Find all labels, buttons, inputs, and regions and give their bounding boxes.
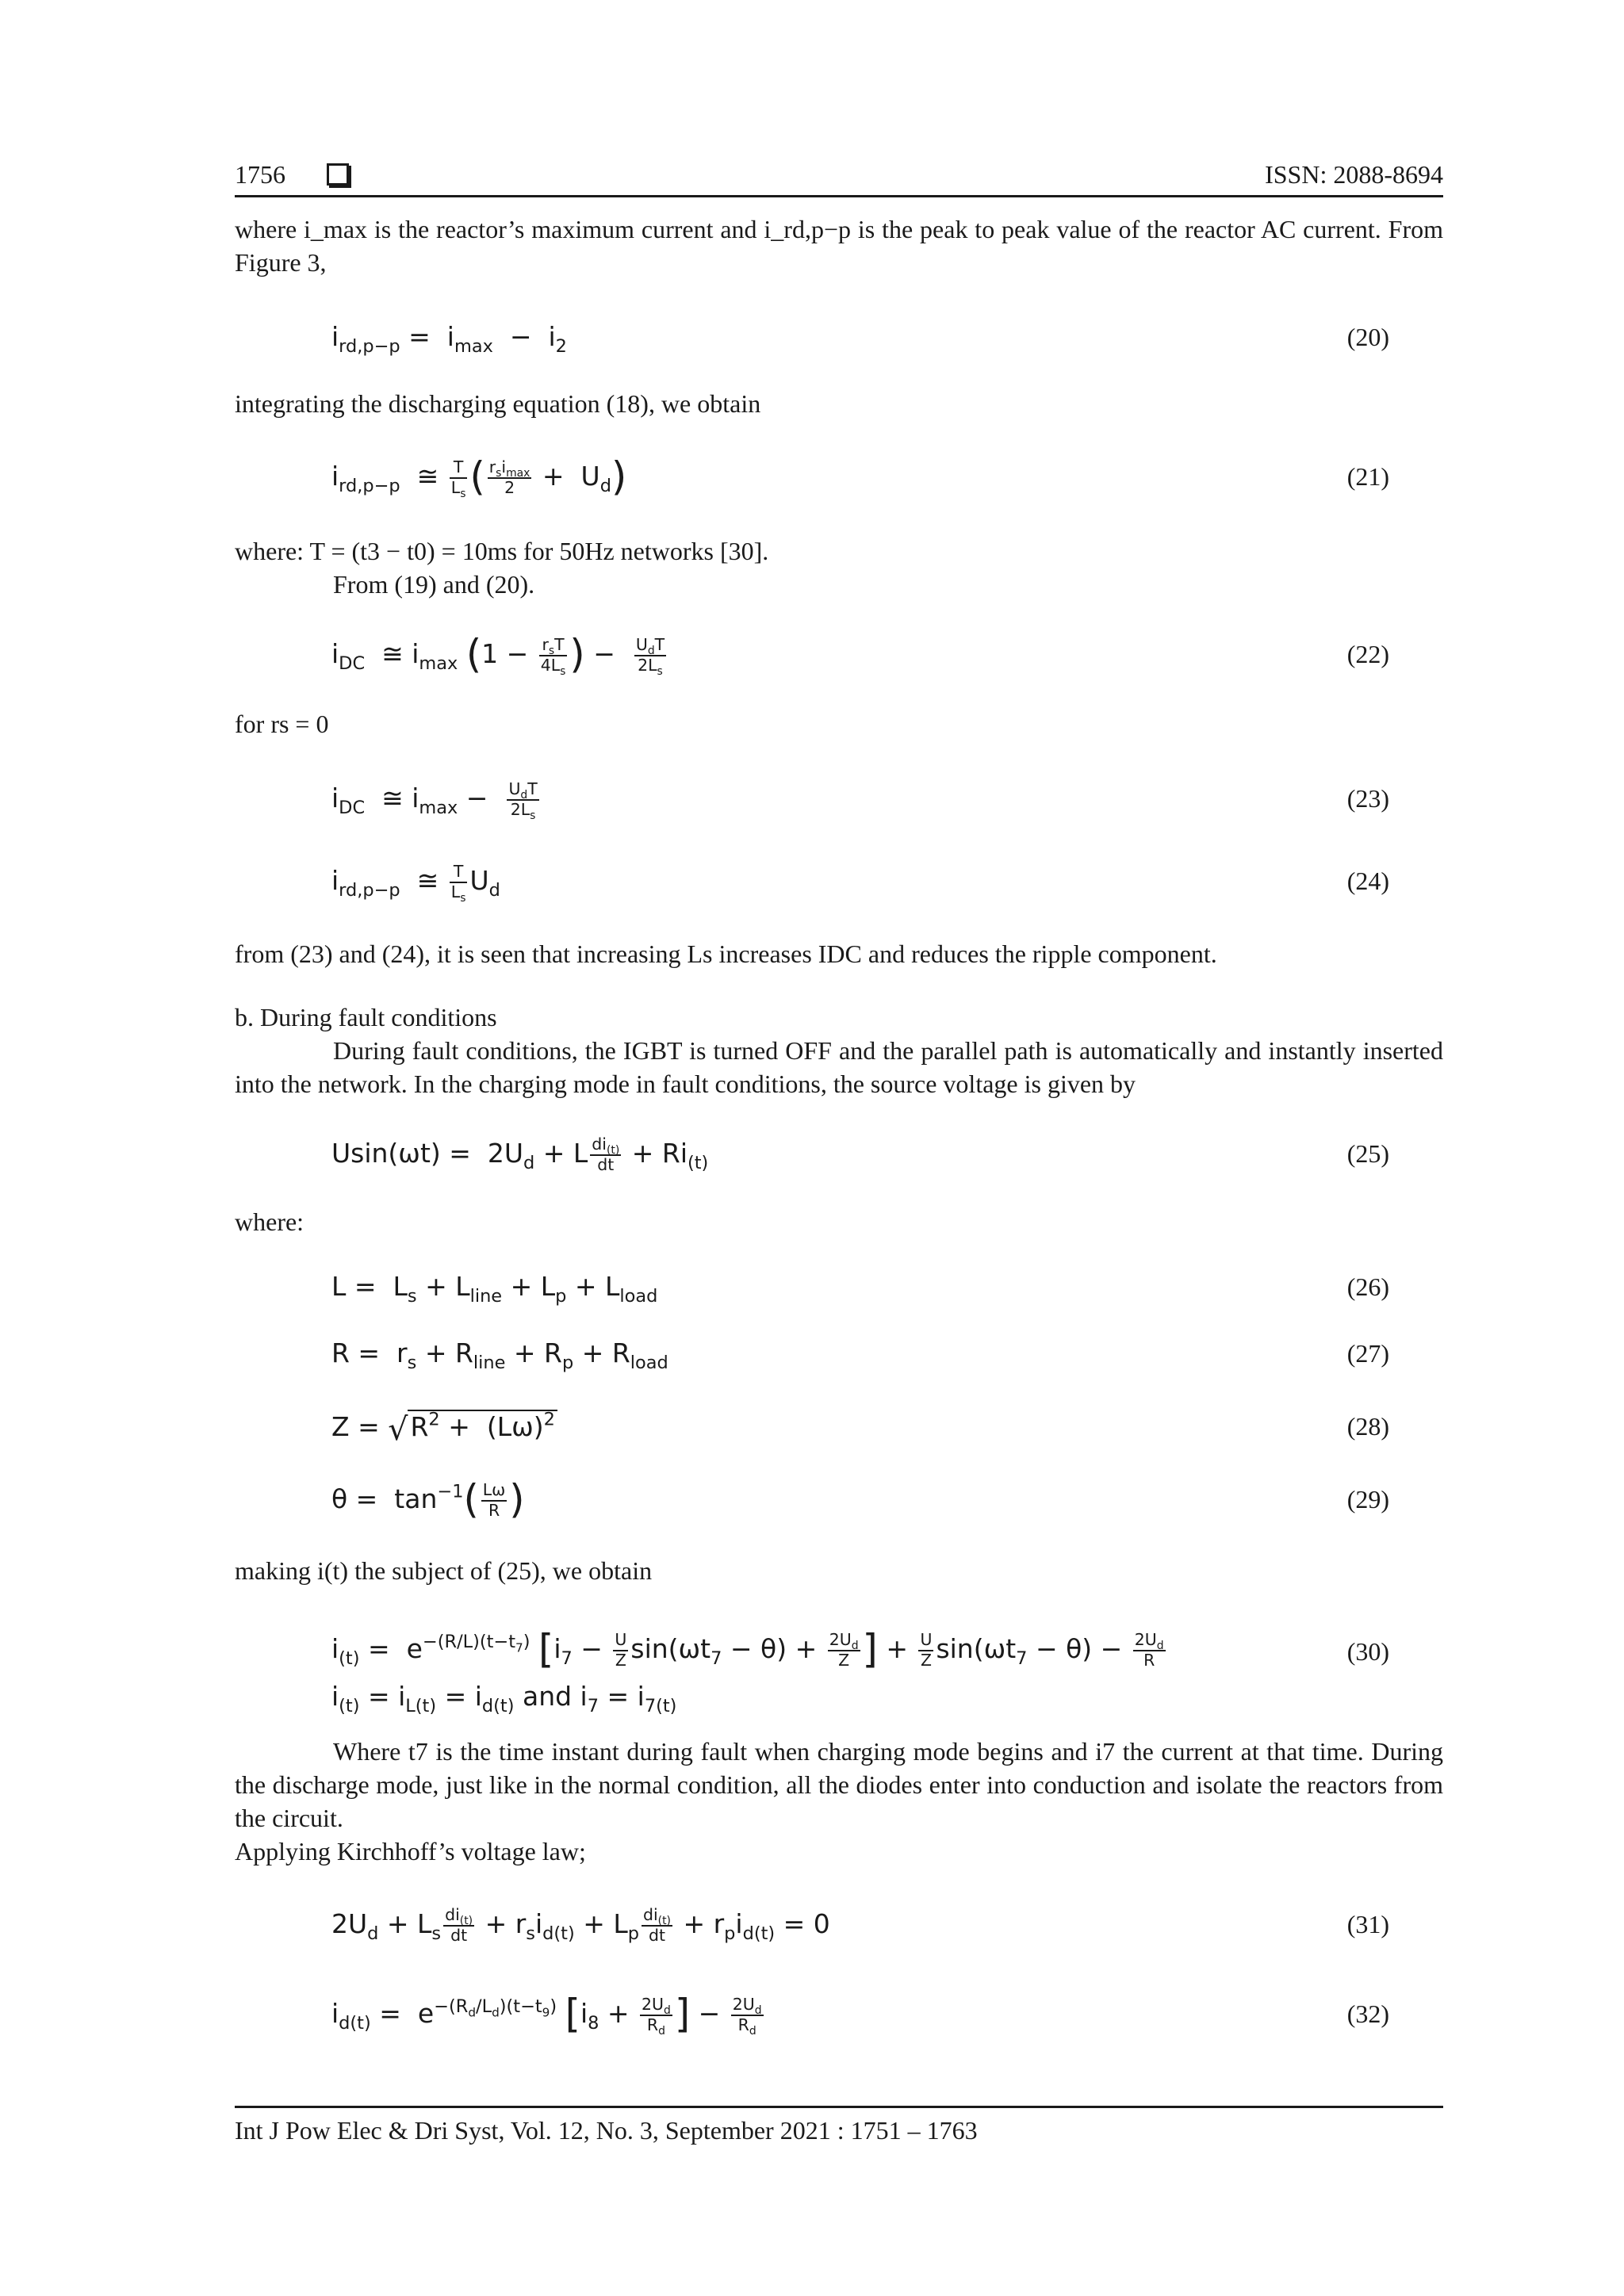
equation-number: (32)	[1346, 1999, 1389, 2028]
page-number: 1756	[235, 160, 285, 189]
section-heading	[235, 1001, 1443, 1034]
paragraph-text: where: T = (t3 − t0) = 10ms for 50Hz networks [30].	[235, 537, 769, 565]
equation-31: $2U_d + L_s$ $\frac{di_{(t)}}{dt}$ + $r_si_{d(t)} + L_p$ $\frac{di_{(t)}}{dt}$ + $r_pi_{d(t)} = 0$	[331, 1904, 830, 1945]
paragraph	[235, 1205, 1443, 1238]
square-icon	[327, 163, 349, 186]
paragraph-text: from (23) and (24), it is seen that increasing Ls increases IDC and reduces the ripple component.	[235, 939, 1217, 968]
journal-citation: Int J Pow Elec & Dri Syst, Vol. 12, No. 3, September 2021 : 1751 – 1763	[235, 2116, 978, 2145]
equation-number: (23)	[1346, 784, 1389, 813]
paragraph-text: integrating the discharging equation (18), we obtain	[235, 389, 761, 418]
paragraph-text: for rs = 0	[235, 710, 329, 738]
paragraph-text: where i_max is the reactor’s maximum current and i_rd,p−p is the peak to peak value of the reactor AC current. From Figure 3,	[235, 215, 1443, 277]
equation-22: $i_{DC}$ ≅ $i_{max}$ (1 − $\frac{r_sT}{4L_s}$ ) − $\frac{U_dT}{2L_s}$	[331, 630, 665, 678]
issn: ISSN: 2088-8694	[1265, 160, 1443, 189]
paragraph	[235, 1835, 1443, 1868]
equation-26: $L = L_s + L_{line} + L_p + L_{load}$	[331, 1271, 658, 1307]
heading-text: b. During fault conditions	[235, 1003, 497, 1031]
paragraph	[235, 937, 1443, 970]
equation-24: $i_{rd,p-p}$ ≅ $\frac{T}{L_s}$ $U_d$	[331, 861, 500, 905]
equation-32: $i_{d(t)} = e^{-(R_d/L_d)(t-t_9)}$ [$i_8$ + $\frac{2U_d}{R_d}$ ] − $\frac{2U_d}{R_d}$	[331, 1990, 762, 2038]
equation-23: $i_{DC}$ ≅ $i_{max}$ − $\frac{U_dT}{2L_s}$	[331, 779, 538, 822]
paragraph-text: where:	[235, 1207, 304, 1236]
equation-number: (22)	[1346, 640, 1389, 668]
paragraph-text: From (19) and (20).	[333, 570, 535, 599]
equation-number: (30)	[1346, 1637, 1389, 1666]
paragraph-text: Applying Kirchhoff’s voltage law;	[235, 1837, 586, 1866]
paragraph	[235, 534, 1443, 568]
equation-number: (31)	[1346, 1910, 1389, 1938]
paragraph	[235, 707, 1443, 740]
paragraph	[235, 387, 1443, 420]
equation-number: (27)	[1346, 1339, 1389, 1368]
equation-28: $Z = √R^2 + (L\omega)^2$	[331, 1405, 1389, 1449]
paragraph	[235, 1034, 1443, 1100]
equation-number: (20)	[1346, 323, 1389, 351]
equation-27: $R = r_s + R_{line} + R_p + R_{load}$	[331, 1337, 668, 1373]
paragraph	[235, 568, 1443, 601]
equation-number: (21)	[1346, 462, 1389, 491]
paragraph	[235, 1735, 1443, 1835]
equation-21: $i_{rd,p-p}$ ≅ $\frac{T}{L_s}$ ( $\frac{r_si_{max}}{2}$ + $U_d$)	[331, 453, 627, 500]
equation-number: (24)	[1346, 867, 1389, 895]
paragraph-text: Where t7 is the time instant during fault when charging mode begins and i7 the current at that time. During the discharge mode, just like in the normal condition, all the diodes enter into conduction and isolate the reactors from the circuit.	[235, 1737, 1443, 1832]
page-header	[235, 154, 1443, 197]
equation-30: $i_{(t)} = e^{-(R/L)(t-t_7)}$ [$i_7$ − $\frac{U}{Z}$ $\sin(\omega t_7 - \theta)$ + $\frac{2U_d}{Z}$ ] + $\frac{U}{Z}$ $\sin(\omega t_7 - \theta)$ − $\frac{2U_d}{R}$	[331, 1625, 1164, 1672]
paragraph-intro	[235, 212, 1443, 279]
equation-29: $\theta = \tan^{-1}$( $\frac{L\omega}{R}$ )	[331, 1475, 525, 1522]
equation-number: (26)	[1346, 1272, 1389, 1301]
equation-number: (29)	[1346, 1485, 1389, 1513]
equation-20: $i_{rd,p-p} = i_{max} - i_2$	[331, 321, 567, 357]
paragraph	[235, 1554, 1443, 1587]
paragraph-text: During fault conditions, the IGBT is turned OFF and the parallel path is automatically and instantly inserted into the network. In the charging mode in fault conditions, the source voltage is given by	[235, 1036, 1443, 1098]
page-footer	[235, 2106, 1443, 2148]
equation-30-definitions: $i_{(t)} = i_{L(t)} = i_{d(t)}$ and $i_7 = i_{7(t)}$	[331, 1681, 677, 1716]
equation-number: (25)	[1346, 1139, 1389, 1168]
equation-25: $Usin(\omega t) = 2U_d + L$ $\frac{di_{(t)}}{dt}$ + $Ri_{(t)}$	[331, 1134, 709, 1174]
paragraph-text: making i(t) the subject of (25), we obtain	[235, 1556, 653, 1585]
equation-number: (28)	[1346, 1412, 1389, 1441]
